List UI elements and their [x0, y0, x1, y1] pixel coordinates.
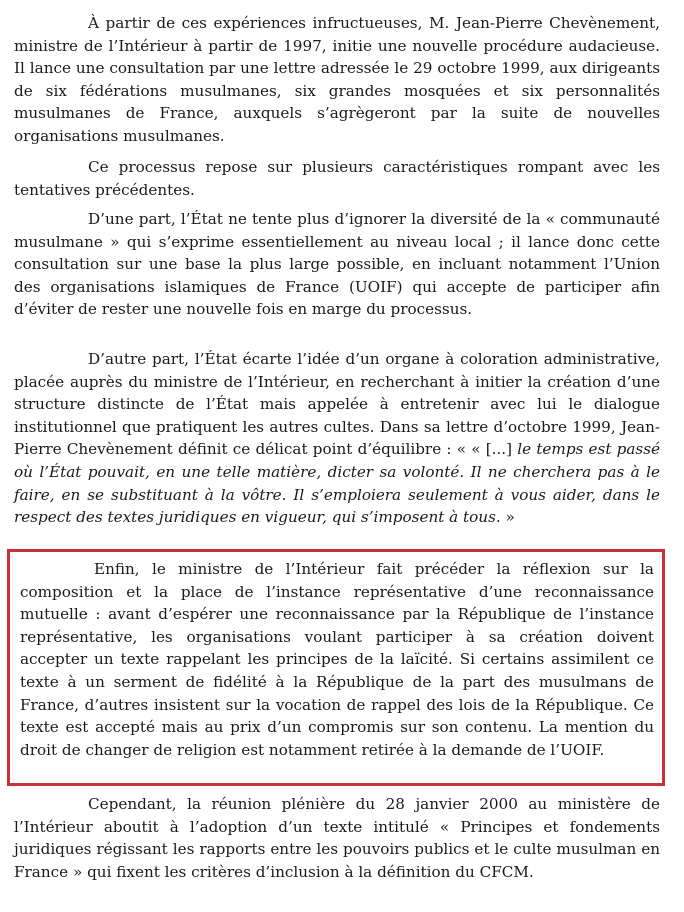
paragraph-process-characteristics: Ce processus repose sur plusieurs caractéristiques rompant avec les tentatives précédentes. — [14, 158, 660, 199]
paragraph-mutual-recognition-highlighted: Enfin, le ministre de l’Intérieur fait précéder la réflexion sur la composition et la place de l’instance représentative d’une reconnaissance mutuelle : avant d’espérer une reconnaissance par la République de l’instance représentative, les organisations voulant participer à sa création doivent accepter un texte rappelant les principes de la laïcité. Si certains assimilent ce texte à un serment de fidélité à la République de la part des musulmans de France, d’autres insistent sur la vocation de rappel des lois de la République. Ce texte est accepté mais au prix d’un compromis sur son contenu. La mention du droit de changer de religion est notamment retirée à la demande de l’UOIF. — [20, 560, 654, 759]
paragraph-plenary-meeting: Cependant, la réunion plénière du 28 janvier 2000 au ministère de l’Intérieur aboutit à l’adoption d’un texte intitulé « Principes et fondements juridiques régissant les rapports entre les pouvoirs publics et le culte musulman en France » qui fixent les critères d’inclusion à la définition du CFCM. — [14, 795, 660, 881]
paragraph-chevenement-consultation: À partir de ces expériences infructueuses, M. Jean-Pierre Chevènement, ministre de l’Intérieur à partir de 1997, initie une nouvelle procédure audacieuse. Il lance une consultation par une lettre adressée le 29 octobre 1999, aux dirigeants de six fédérations musulmanes, six grandes mosquées et six personnalités musulmanes de France, auxquels s’agrègeront par la suite de nouvelles organisations musulmanes. — [14, 14, 660, 145]
closing-quote-mark: » — [500, 508, 515, 527]
paragraph-text: D’autre part, l’État écarte l’idée d’un organe à coloration administrative, placée auprès du ministre de l’Intérieur, en recherchant à initier la création d’une structure distincte de l’État mais appelée à entretenir avec lui le dialogue institutionnel que pratiquent les autres cultes. Dans sa lettre d’octobre 1999, Jean-Pierre Chevènement définit ce délicat point d’équilibre : « « [...] — [14, 350, 660, 459]
quoted-letter-excerpt: le temps est passé où l’État pouvait, en une telle matière, dicter sa volonté. Il ne cherchera pas à le faire, en se substituant à la vôtre. Il s’emploiera seulement à vous aider, dans le respect des textes juridiques en vigueur, qui s’imposent à tous. — [14, 440, 660, 527]
paragraph-distinct-structure — [14, 348, 660, 529]
paragraph-diversity-uoif: D’une part, l’État ne tente plus d’ignorer la diversité de la « communauté musulmane » qui s’exprime essentiellement au niveau local ; il lance donc cette consultation sur une base la plus large possible, en incluant notamment l’Union des organisations islamiques de France (UOIF) qui accepte de participer afin d’éviter de rester une nouvelle fois en marge du processus. — [14, 210, 660, 319]
